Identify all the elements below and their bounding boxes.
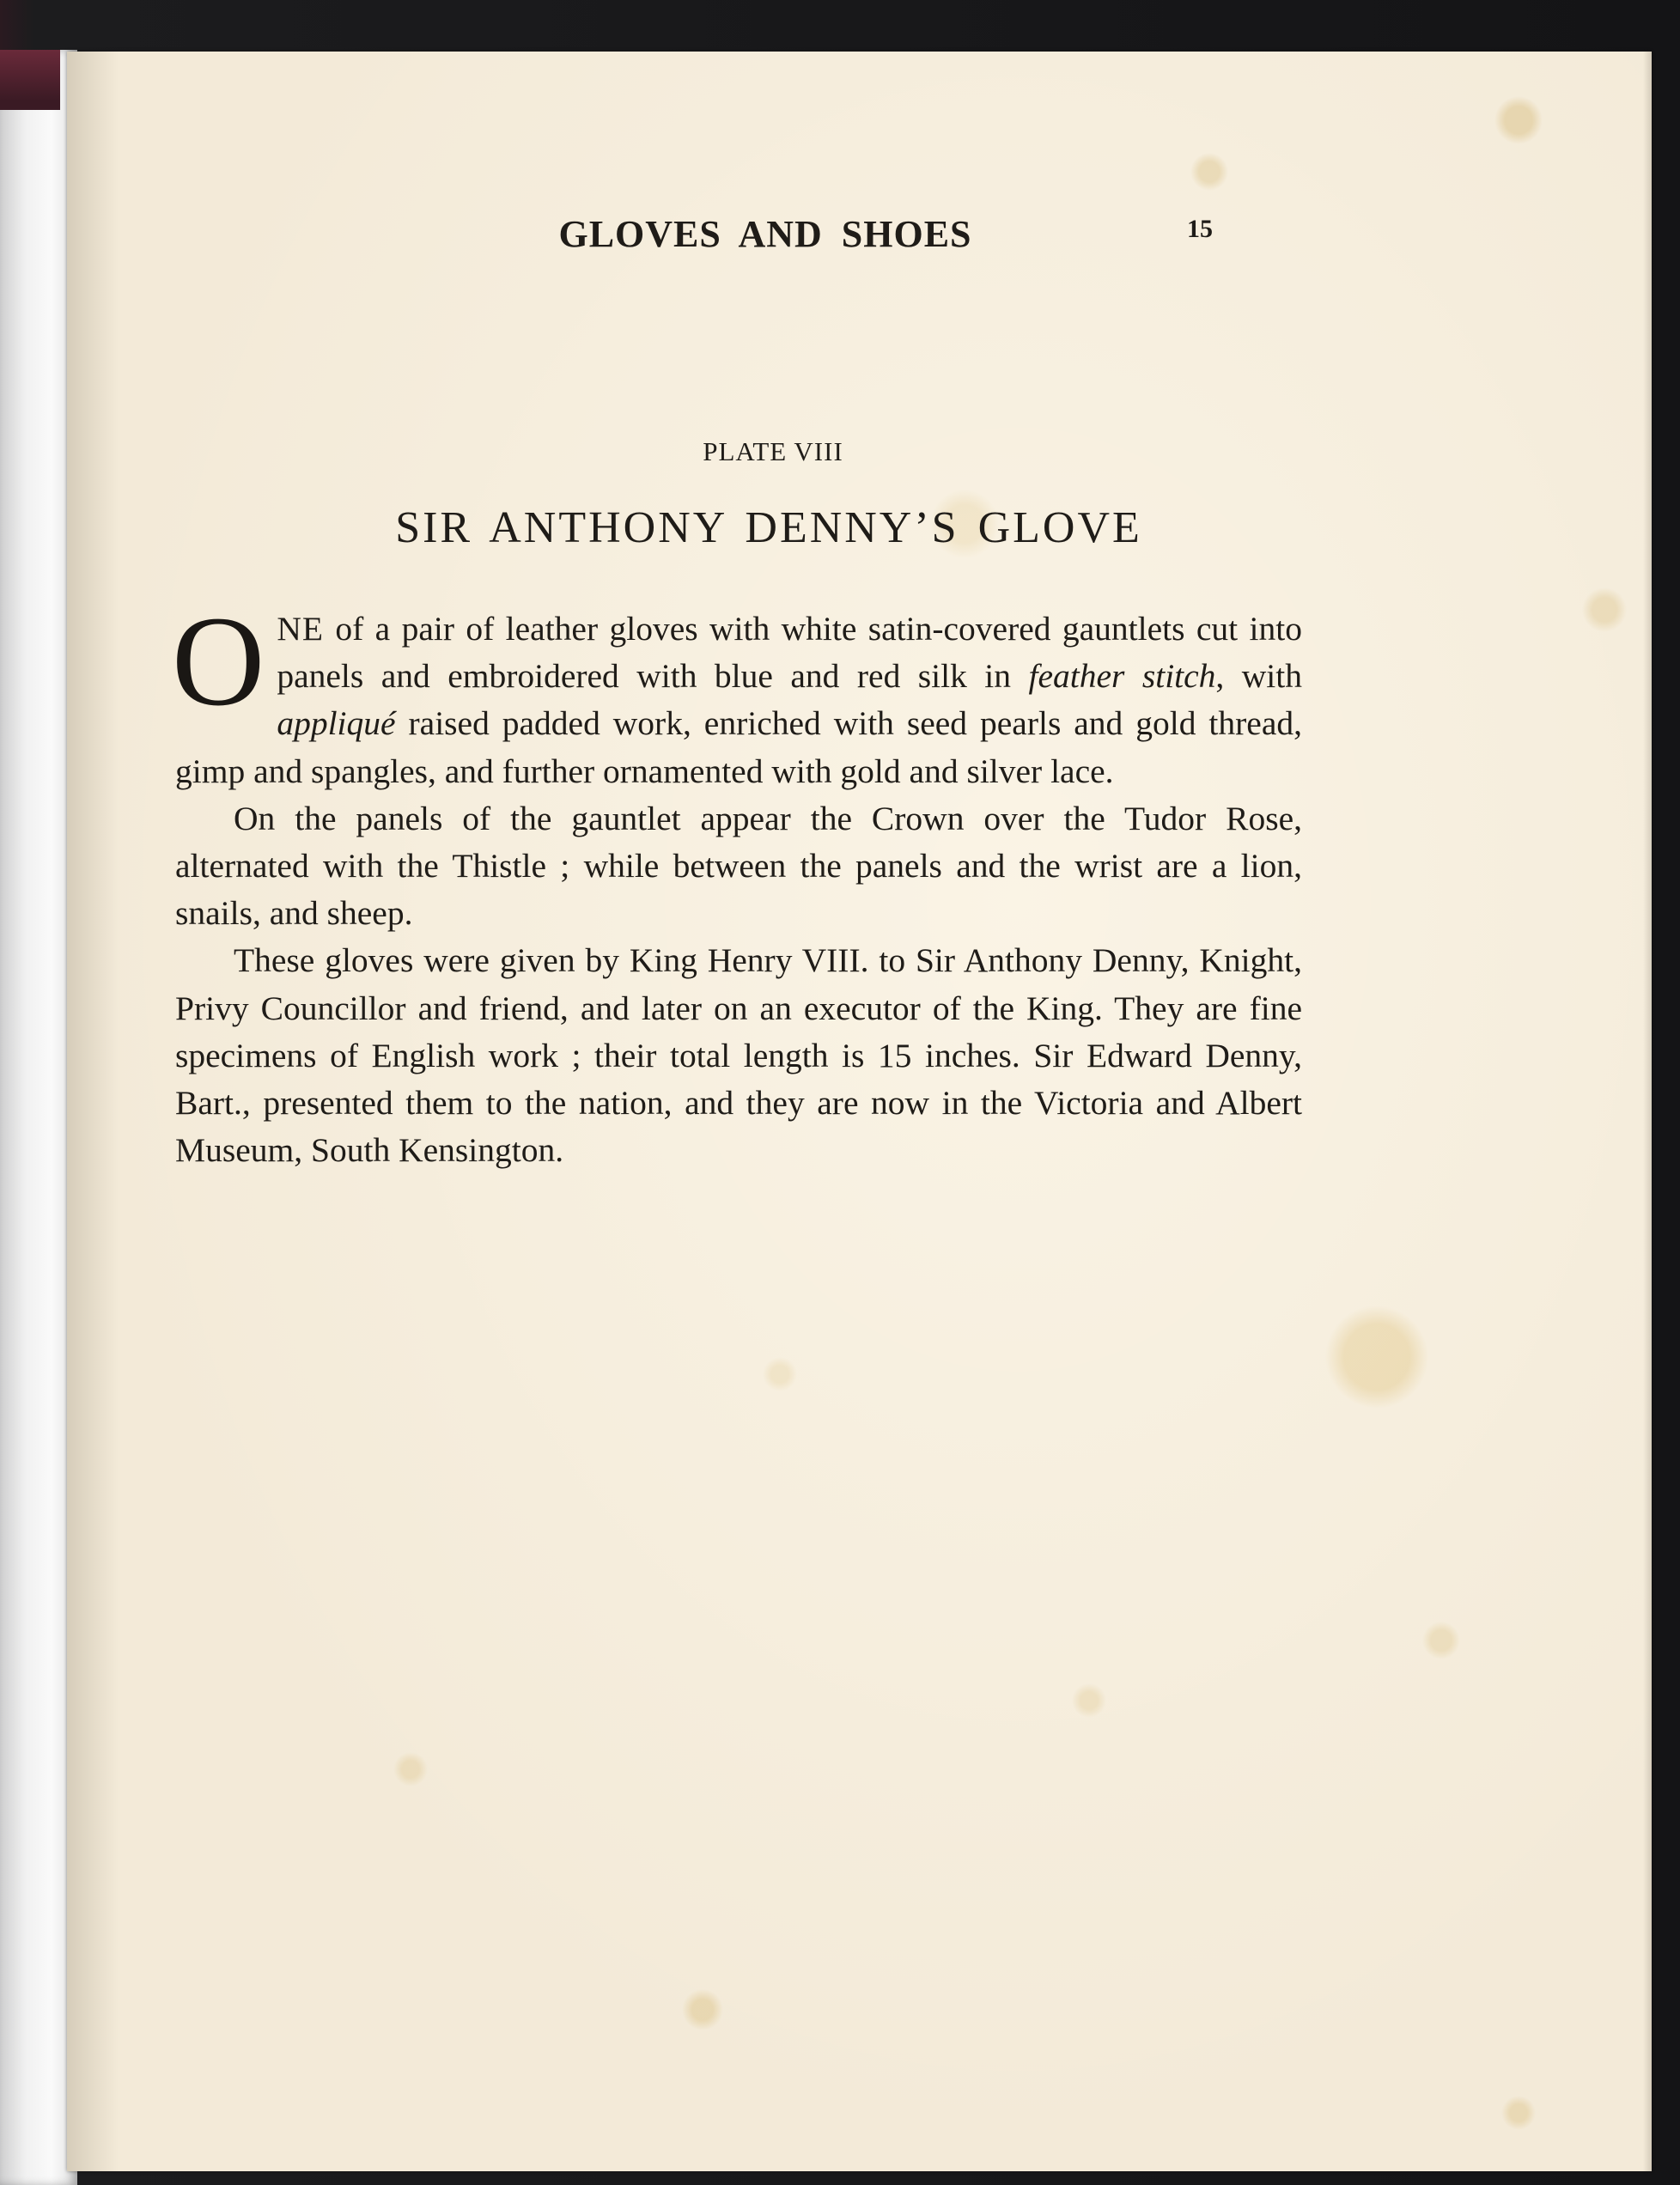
paragraph-1 — [172, 590, 1302, 795]
drop-cap: O — [172, 590, 265, 733]
paragraph-1-lead: NE — [277, 610, 324, 648]
paragraph-1-italic-applique: appliqué — [277, 704, 396, 743]
page-edge-shadow — [1643, 52, 1652, 2171]
binding-spine — [0, 50, 60, 110]
running-head-title: GLOVES AND SHOES — [558, 213, 972, 255]
plate-label: PLATE VIII — [703, 436, 843, 466]
gutter-shadow — [67, 52, 119, 2171]
paragraph-1-italic-feather-stitch: feather stitch — [1028, 657, 1216, 696]
paragraph-1-text-a: of a pair of leather gloves with white satin-covered gauntlets cut into panels and embroidered with blue and red silk in — [277, 610, 1302, 696]
body-text — [172, 590, 1302, 1174]
plate-title: SIR ANTHONY DENNY’S GLOVE — [395, 503, 1142, 552]
facing-page-edge — [0, 50, 77, 2185]
page-number: 15 — [1187, 215, 1213, 243]
paragraph-1-text-b: , with — [1215, 657, 1302, 696]
paragraph-2: On the panels of the gauntlet appear the Crown over the Tudor Rose, alternated with the Thistle ; while between the panels and the wrist are a lion, snails, and sheep. — [175, 799, 1302, 933]
paragraph-1-text-c: raised padded work, enriched with seed pearls and gold thread, gimp and spangles, and further ornamented with gold and silver lace. — [175, 704, 1302, 790]
paragraph-3: These gloves were given by King Henry VIII. to Sir Anthony Denny, Knight, Privy Councillor and friend, and later on an executor of the King. They are fine specimens of English work ; their total length is 15 inches. Sir Edward Denny, Bart., presented them to the nation, and they are now in the Victoria and Albert Museum, South Kensington. — [175, 941, 1302, 1170]
